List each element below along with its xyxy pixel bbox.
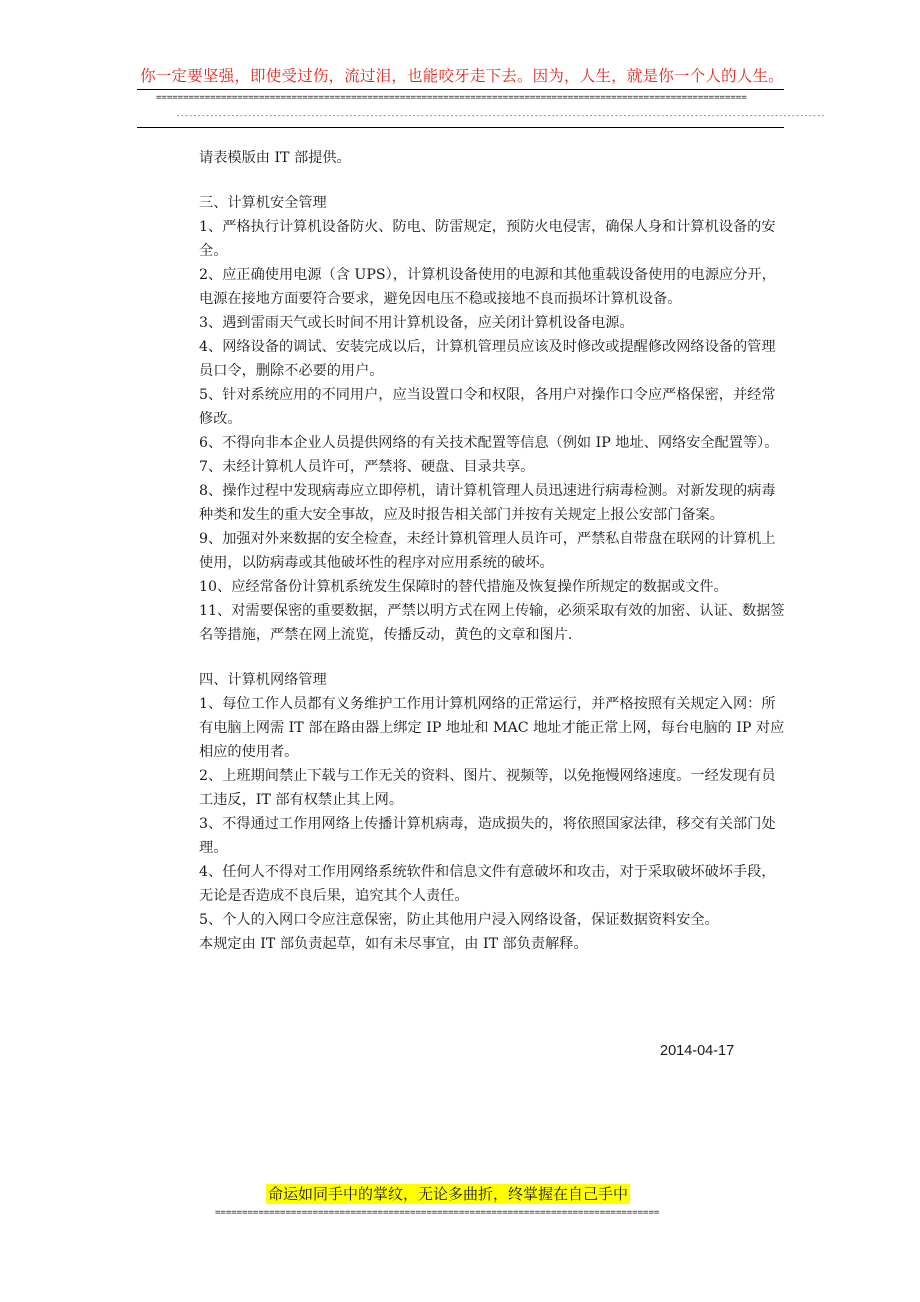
- security-item: 9、加强对外来数据的安全检查，未经计算机管理人员许可，严禁私自带盘在联网的计算机上使用，以防病毒或其他破坏性的程序对应用系统的破坏。: [199, 531, 776, 571]
- security-item: 8、操作过程中发现病毒应立即停机，请计算机管理人员迅速进行病毒检测。对新发现的病毒种类和发生的重大安全事故，应及时报告相关部门并按有关规定上报公安部门备案。: [199, 483, 776, 523]
- footer-equals-divider: ==================================================================================: [215, 1208, 660, 1218]
- header-rule-bottom: [137, 127, 784, 128]
- closing-statement: 本规定由 IT 部负责起草，如有未尽事宜，由 IT 部负责解释。: [199, 936, 588, 952]
- document-body: [199, 146, 789, 956]
- intro-line: 请表模版由 IT 部提供。: [199, 150, 351, 166]
- network-item: 1、每位工作人员都有义务维护工作用计算机网络的正常运行，并严格按照有关规定入网：所有电脑上网需 IT 部在路由器上绑定 IP 地址和 MAC 地址才能正常上网，每台电脑的 IP 对应相应的使用者。: [199, 696, 785, 760]
- network-item: 4、任何人不得对工作用网络系统软件和信息文件有意破坏和攻击，对于采取破坏破坏手段，无论是否造成不良后果，追究其个人责任。: [199, 864, 776, 904]
- security-item: 11、对需要保密的重要数据，严禁以明方式在网上传输，必须采取有效的加密、认证、数据签名等措施，严禁在网上流览，传播反动，黄色的文章和图片.: [199, 603, 785, 643]
- security-item: 4、网络设备的调试、安装完成以后，计算机管理员应该及时修改或提醒修改网络设备的管理员口令，删除不必要的用户。: [199, 339, 776, 379]
- header-equals-divider: =============================================================================================================: [156, 93, 747, 103]
- header-rule-top: [137, 89, 784, 90]
- security-item: 2、应正确使用电源（含 UPS），计算机设备使用的电源和其他重载设备使用的电源应分开，电源在接地方面要符合要求，避免因电压不稳或接地不良而损坏计算机设备。: [199, 267, 776, 307]
- security-item: 3、遇到雷雨天气或长时间不用计算机设备，应关闭计算机设备电源。: [199, 315, 634, 331]
- network-item: 5、个人的入网口令应注意保密，防止其他用户浸入网络设备，保证数据资料安全。: [199, 912, 719, 928]
- header-dash-divider: ----------------------------------------------------------------------------------------------------------------------------------------------------------: [176, 112, 826, 120]
- security-item: 7、未经计算机人员许可，严禁将、硬盘、目录共享。: [199, 459, 535, 475]
- footer-motto: 命运如同手中的掌纹，无论多曲折，终掌握在自己手中: [268, 1185, 629, 1203]
- section-title-security: 三、计算机安全管理: [199, 195, 327, 211]
- security-item: 10、应经常备份计算机系统发生保障时的替代措施及恢复操作所规定的数据或文件。: [199, 579, 728, 595]
- header-motto: 你一定要坚强，即使受过伤，流过泪，也能咬牙走下去。因为，人生，就是你一个人的人生。: [140, 67, 784, 85]
- spacer: [199, 647, 789, 668]
- network-item: 2、上班期间禁止下载与工作无关的资料、图片、视频等，以免拖慢网络速度。一经发现有员工违反，IT 部有权禁止其上网。: [199, 768, 776, 808]
- document-date: 2014-04-17: [660, 1043, 735, 1059]
- security-item: 5、针对系统应用的不同用户，应当设置口令和权限，各用户对操作口令应严格保密，并经常修改。: [199, 387, 776, 427]
- section-title-network: 四、计算机网络管理: [199, 672, 327, 688]
- security-item: 1、严格执行计算机设备防火、防电、防雷规定，预防火电侵害，确保人身和计算机设备的安全。: [199, 219, 776, 259]
- network-item: 3、不得通过工作用网络上传播计算机病毒，造成损失的，将依照国家法律，移交有关部门处理。: [199, 816, 776, 856]
- security-item: 6、不得向非本企业人员提供网络的有关技术配置等信息（例如 IP 地址、网络安全配置等）。: [199, 435, 779, 451]
- spacer: [199, 170, 789, 191]
